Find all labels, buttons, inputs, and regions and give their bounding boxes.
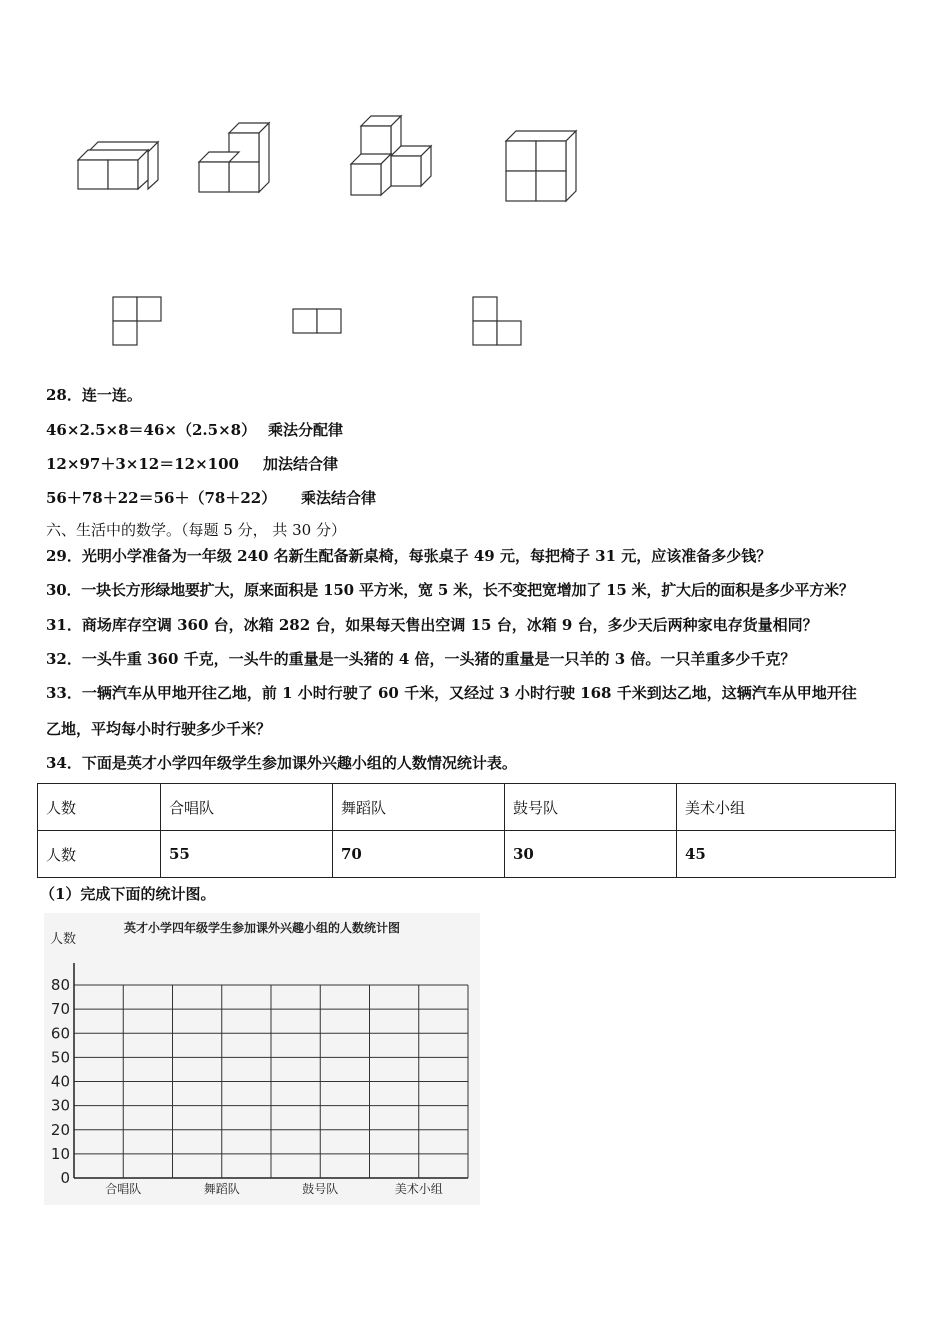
table-cell: 鼓号队 — [505, 784, 677, 831]
q28-title: 28．连一连。 — [46, 386, 142, 404]
stats-table — [37, 783, 896, 878]
cube-figure-4 — [506, 131, 576, 201]
y-tick-label: 40 — [50, 1072, 70, 1091]
cube-figure-3 — [351, 116, 431, 195]
table-cell: 70 — [333, 831, 505, 878]
y-tick-label: 80 — [50, 976, 70, 994]
q28-left-1[interactable]: 46×2.5×8＝46×（2.5×8） — [46, 421, 257, 439]
q28-left-3[interactable]: 56＋78＋22＝56＋（78＋22） — [46, 489, 277, 507]
view-figure-1 — [113, 297, 161, 345]
y-tick-label: 60 — [50, 1024, 70, 1043]
q28-right-2[interactable]: 加法结合律 — [263, 455, 339, 473]
x-tick-label: 合唱队 — [105, 1182, 142, 1196]
y-tick-label: 0 — [60, 1169, 70, 1187]
q28-right-3[interactable]: 乘法结合律 — [301, 489, 377, 507]
x-tick-label: 美术小组 — [394, 1182, 443, 1196]
chart-title: 英才小学四年级学生参加课外兴趣小组的人数统计图 — [123, 921, 401, 935]
section-6-heading: 六、生活中的数学。（每题 5 分， 共 30 分） — [46, 521, 346, 539]
question-32: 32．一头牛重 360 千克，一头牛的重量是一头猪的 4 倍，一头猪的重量是一只羊的 3 倍。一只羊重多少千克？ — [46, 650, 796, 668]
x-tick-label: 鼓号队 — [302, 1182, 339, 1196]
cube-figures — [0, 0, 950, 370]
bar-chart[interactable] — [44, 913, 480, 1205]
table-cell: 舞蹈队 — [333, 784, 505, 831]
table-cell: 30 — [505, 831, 677, 878]
view-figure-2 — [293, 309, 341, 333]
table-cell: 美术小组 — [677, 784, 896, 831]
q28-left-2[interactable]: 12×97＋3×12＝12×100 — [46, 455, 239, 473]
y-tick-label: 50 — [50, 1048, 70, 1067]
question-29: 29．光明小学准备为一年级 240 名新生配备新桌椅，每张桌子 49 元，每把椅子 31 元，应该准备多少钱？ — [46, 547, 772, 565]
y-tick-label: 30 — [50, 1096, 70, 1115]
question-30: 30．一块长方形绿地要扩大，原来面积是 150 平方米，宽 5 米，长不变把宽增加了 15 米，扩大后的面积是多少平方米？ — [46, 581, 854, 599]
cube-figure-1 — [78, 142, 158, 189]
table-cell: 合唱队 — [161, 784, 333, 831]
y-tick-label: 70 — [50, 1000, 70, 1019]
table-cell: 人数 — [38, 784, 161, 831]
y-tick-label: 10 — [50, 1144, 70, 1163]
question-33-line-1: 33．一辆汽车从甲地开往乙地，前 1 小时行驶了 60 千米，又经过 3 小时行驶 168 千米到达乙地，这辆汽车从甲地开往 — [46, 684, 857, 702]
table-cell: 55 — [161, 831, 333, 878]
chart-background — [44, 913, 480, 1205]
view-figure-3 — [473, 297, 521, 345]
cube-figure-2 — [199, 123, 269, 192]
question-33-line-2: 乙地，平均每小时行驶多少千米？ — [46, 720, 272, 738]
table-header-row — [38, 784, 896, 831]
table-cell: 45 — [677, 831, 896, 878]
q28-right-1[interactable]: 乘法分配律 — [268, 421, 344, 439]
table-row — [38, 831, 896, 878]
x-tick-label: 舞蹈队 — [203, 1182, 240, 1196]
sub-question-1: （1）完成下面的统计图。 — [40, 885, 216, 903]
y-axis-label: 人数 — [50, 932, 77, 947]
question-34: 34．下面是英才小学四年级学生参加课外兴趣小组的人数情况统计表。 — [46, 754, 517, 772]
question-31: 31．商场库存空调 360 台，冰箱 282 台，如果每天售出空调 15 台，冰箱 9 台，多少天后两种家电存货量相同？ — [46, 616, 818, 634]
y-tick-label: 20 — [50, 1120, 70, 1139]
table-cell: 人数 — [38, 831, 161, 878]
